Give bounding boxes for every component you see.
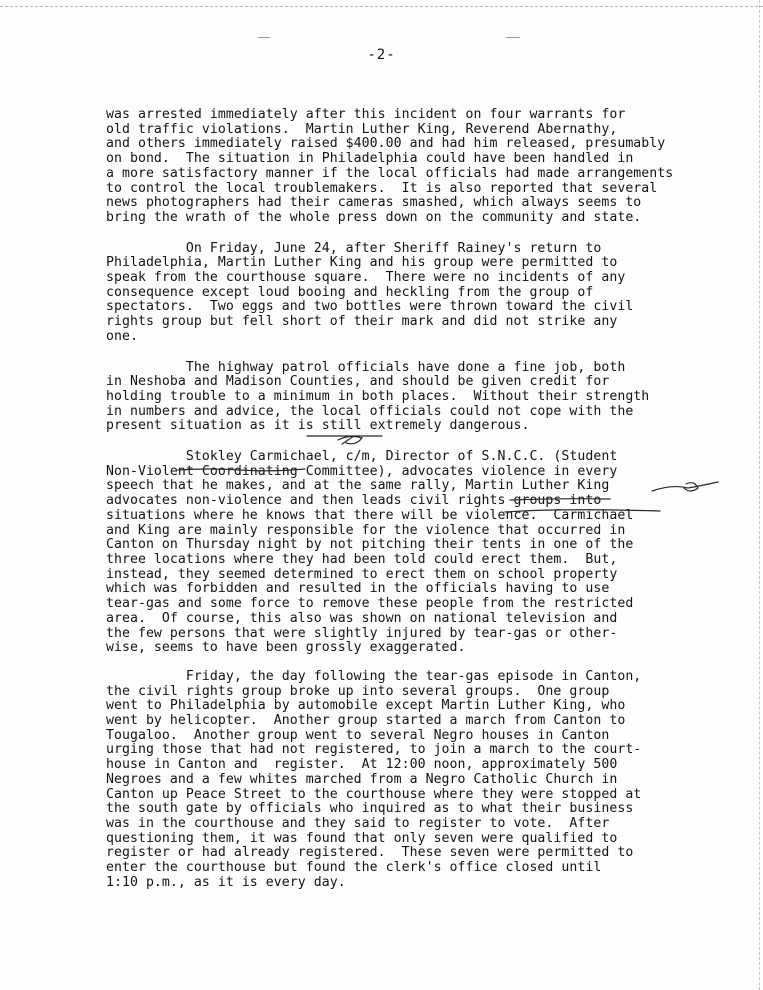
text-line: 1:10 p.m., as it is every day. (106, 874, 346, 890)
text-line: area. Of course, this also was shown on national television and (106, 610, 618, 626)
text-line: and King are mainly responsible for the violence that occurred in (106, 522, 626, 538)
text-line: speak from the courthouse square. There were no incidents of any (106, 270, 626, 286)
text-line: rights group but fell short of their mark and did not strike any (106, 314, 618, 330)
text-line: tear-gas and some force to remove these people from the restricted (106, 596, 634, 612)
paragraph (106, 450, 751, 656)
paragraph (106, 361, 751, 435)
text-line: Non-Violent Coordinating Committee), advocates violence in every (106, 463, 618, 479)
text-line: which was forbidden and resulted in the officials having to use (106, 581, 610, 597)
text-line: On Friday, June 24, after Sheriff Rainey's return to (106, 240, 602, 256)
text-line: advocates non-violence and then leads civil rights groups into (106, 493, 602, 509)
text-line: Stokley Carmichael, c/m, Director of S.N.C.C. (Student (106, 449, 618, 465)
page-number: -2- (367, 47, 396, 63)
smudge-mark (506, 37, 520, 38)
text-line: to control the local troublemakers. It is also reported that several (106, 180, 658, 196)
text-line: Canton on Thursday night by not pitching their tents in one of the (106, 537, 634, 553)
text-line: instead, they seemed determined to erect them on school property (106, 566, 618, 582)
text-line: wise, seems to have been grossly exaggerated. (106, 640, 466, 656)
text-line: a more satisfactory manner if the local officials had made arrangements (106, 165, 674, 181)
text-line: enter the courthouse but found the clerk's office closed until (106, 860, 602, 876)
text-line: consequence except loud booing and heckling from the group of (106, 284, 594, 300)
text-line: house in Canton and register. At 12:00 noon, approximately 500 (106, 757, 618, 773)
text-line: Negroes and a few whites marched from a Negro Catholic Church in (106, 771, 618, 787)
text-line: and others immediately raised $400.00 and had him released, presumably (106, 136, 666, 152)
document-body (106, 108, 751, 906)
paragraph (106, 670, 751, 891)
text-line: in numbers and advice, the local officials could not cope with the (106, 403, 634, 419)
text-line: was arrested immediately after this incident on four warrants for (106, 107, 626, 122)
text-line: Canton up Peace Street to the courthouse where they were stopped at (106, 786, 642, 802)
text-line: Tougaloo. Another group went to several Negro houses in Canton (106, 727, 610, 743)
text-line: present situation as it is still extremely dangerous. (106, 418, 530, 434)
text-line: spectators. Two eggs and two bottles were thrown toward the civil (106, 299, 634, 315)
text-line: went by helicopter. Another group started a march from Canton to (106, 713, 626, 729)
text-line: Philadelphia, Martin Luther King and his group were permitted to (106, 255, 618, 271)
perforation-edge-right (759, 0, 763, 990)
text-line: the civil rights group broke up into several groups. One group (106, 683, 610, 699)
text-line: questioning them, it was found that only seven were qualified to (106, 830, 618, 846)
text-line: three locations where they had been told could erect them. But, (106, 551, 618, 567)
text-line: speech that he makes, and at the same rally, Martin Luther King (106, 478, 610, 494)
text-line: old traffic violations. Martin Luther King, Reverend Abernathy, (106, 121, 618, 137)
text-line: the few persons that were slightly injured by tear-gas or other- (106, 625, 618, 641)
text-line: in Neshoba and Madison Counties, and should be given credit for (106, 374, 610, 390)
text-line: went to Philadelphia by automobile except Martin Luther King, who (106, 698, 626, 714)
text-line: Friday, the day following the tear-gas episode in Canton, (106, 668, 642, 684)
text-line: urging those that had not registered, to join a march to the court- (106, 742, 642, 758)
smudge-mark (258, 37, 270, 38)
perforation-edge-top (0, 0, 763, 7)
text-line: the south gate by officials who inquired as to what their business (106, 801, 634, 817)
paragraph (106, 108, 751, 226)
paragraph (106, 242, 751, 345)
text-line: bring the wrath of the whole press down on the community and state. (106, 209, 642, 225)
text-line: The highway patrol officials have done a fine job, both (106, 359, 626, 375)
text-line: news photographers had their cameras smashed, which always seems to (106, 195, 642, 211)
text-line: was in the courthouse and they said to register to vote. After (106, 815, 610, 831)
text-line: one. (106, 328, 138, 344)
text-line: on bond. The situation in Philadelphia could have been handled in (106, 151, 634, 167)
text-line: situations where he knows that there will be violence. Carmichael (106, 507, 634, 523)
text-line: holding trouble to a minimum in both places. Without their strength (106, 388, 650, 404)
text-line: register or had already registered. These seven were permitted to (106, 845, 634, 861)
